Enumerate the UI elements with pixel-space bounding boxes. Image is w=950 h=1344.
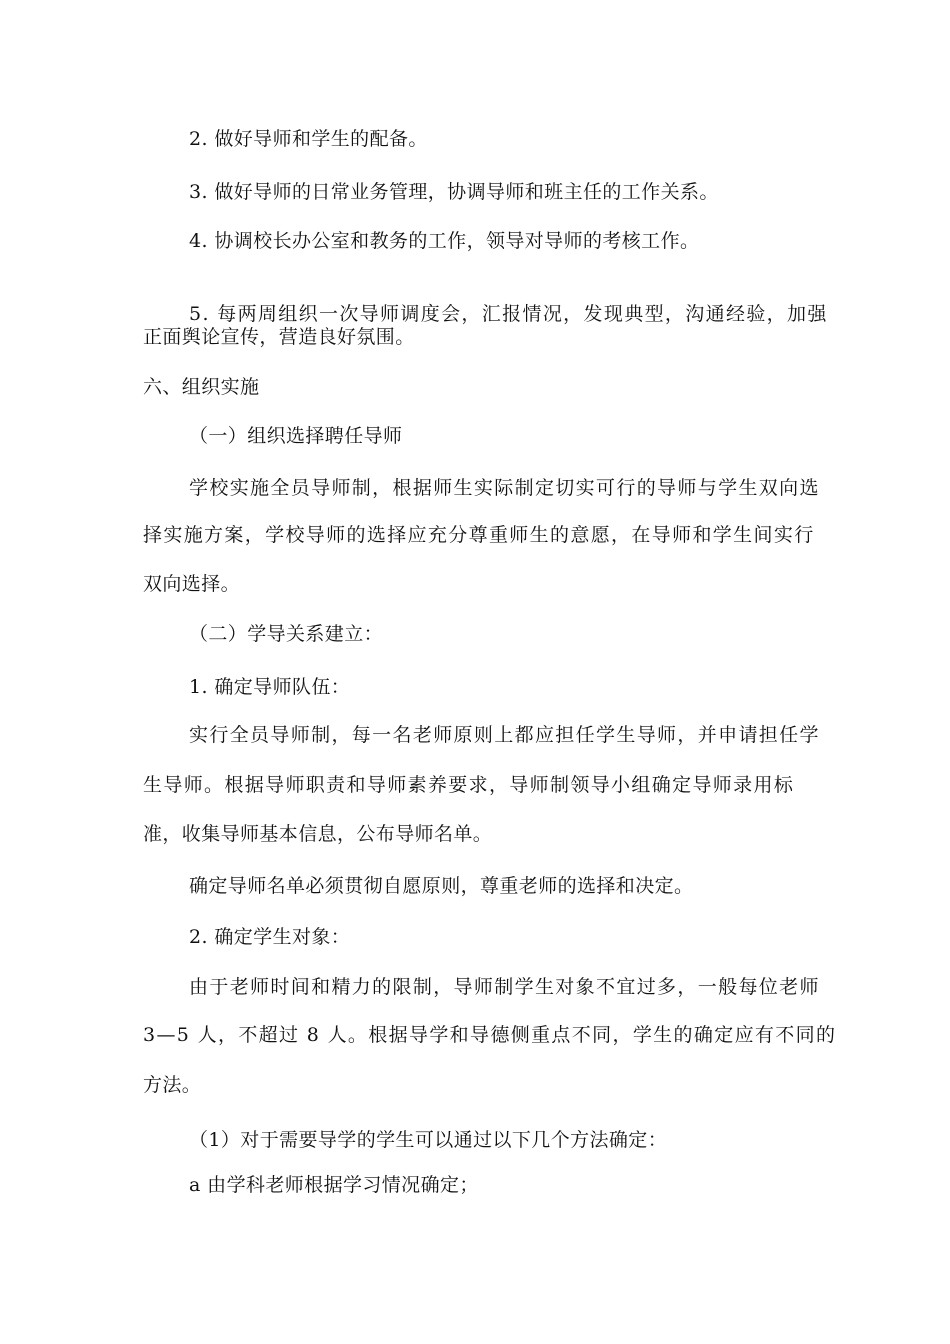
subheading-one: （一）组织选择聘任导师 bbox=[189, 425, 403, 447]
list-item-2: 2. 做好导师和学生的配备。 bbox=[189, 128, 428, 150]
paragraph-3: 确定导师名单必须贯彻自愿原则，尊重老师的选择和决定。 bbox=[189, 875, 694, 897]
list-item-4: 4. 协调校长办公室和教务的工作，领导对导师的考核工作。 bbox=[189, 230, 700, 252]
list-item-5-line-1: 5. 每两周组织一次导师调度会，汇报情况，发现典型，沟通经验，加强 bbox=[189, 303, 828, 325]
paragraph-4-line-2: 3—5 人，不超过 8 人。根据导学和导德侧重点不同，学生的确定应有不同的 bbox=[143, 1024, 837, 1046]
paragraph-1-line-3: 双向选择。 bbox=[143, 573, 241, 595]
list-item-5-line-2: 正面舆论宣传，营造良好氛围。 bbox=[143, 326, 415, 348]
list-item-2-heading: 2. 确定学生对象： bbox=[189, 926, 351, 948]
sub-item-1: （1）对于需要导学的学生可以通过以下几个方法确定： bbox=[189, 1129, 668, 1151]
paragraph-1-line-1: 学校实施全员导师制，根据师生实际制定切实可行的导师与学生双向选 bbox=[189, 477, 820, 499]
paragraph-1-line-2: 择实施方案，学校导师的选择应充分尊重师生的意愿，在导师和学生间实行 bbox=[143, 524, 815, 546]
paragraph-4-line-3: 方法。 bbox=[143, 1074, 202, 1096]
list-item-1-heading: 1. 确定导师队伍： bbox=[189, 676, 351, 698]
paragraph-2-line-2: 生导师。根据导师职责和导师素养要求，导师制领导小组确定导师录用标 bbox=[143, 774, 795, 796]
section-heading-six: 六、组织实施 bbox=[143, 376, 260, 398]
subheading-two: （二）学导关系建立： bbox=[189, 623, 384, 645]
list-item-3: 3. 做好导师的日常业务管理，协调导师和班主任的工作关系。 bbox=[189, 181, 719, 203]
paragraph-4-line-1: 由于老师时间和精力的限制，导师制学生对象不宜过多，一般每位老师 bbox=[189, 976, 820, 998]
paragraph-2-line-1: 实行全员导师制，每一名老师原则上都应担任学生导师，并申请担任学 bbox=[189, 724, 820, 746]
sub-item-a: a 由学科老师根据学习情况确定； bbox=[189, 1174, 479, 1196]
paragraph-2-line-3: 准，收集导师基本信息，公布导师名单。 bbox=[143, 823, 493, 845]
